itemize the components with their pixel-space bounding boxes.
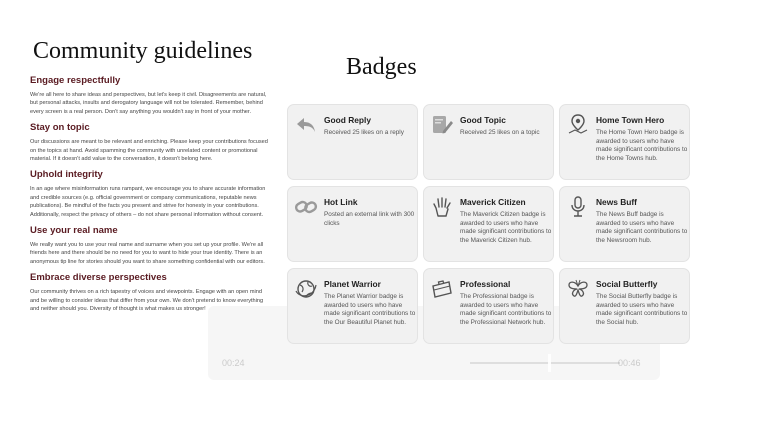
badge-card-good-reply[interactable]	[287, 104, 418, 180]
badge-desc: Posted an external link with 300 clicks	[324, 211, 415, 227]
document-pen-icon	[430, 113, 454, 137]
badge-desc: The Planet Warrior badge is awarded to users who have made significant contributions to the Our Beautiful Planet hub.	[324, 293, 416, 326]
badge-name: Social Butterfly	[596, 279, 658, 289]
badge-card-planet-warrior[interactable]	[287, 268, 418, 344]
badge-card-social-butterfly[interactable]	[559, 268, 690, 344]
guideline-section	[30, 169, 272, 219]
badge-card-maverick-citizen[interactable]	[423, 186, 554, 262]
badge-desc: The Social Butterfly badge is awarded to users who have made significant contributions to the Social hub.	[596, 293, 688, 326]
badge-card-good-topic[interactable]	[423, 104, 554, 180]
guideline-body: We really want you to use your real name and surname when you set up your profile. We're all friends here and there should be no need for you to want to hide your true identity. There is an anonymous tip line for stories should you want to share something confidential with our editors.	[30, 242, 265, 265]
community-guidelines	[30, 38, 272, 320]
butterfly-icon	[566, 277, 590, 301]
badge-desc: The Home Town Hero badge is awarded to users who have made significant contributions to the Home Towns hub.	[596, 129, 688, 162]
guideline-body: Our discussions are meant to be relevant and enriching. Please keep your contributions focused on the topics at hand. Avoid spamming the community with unrelated content or promotional material. If it doesn't add value to the conversation, it doesn't belong here.	[30, 139, 268, 163]
guideline-body: Our community thrives on a rich tapestry of voices and viewpoints. Engage with an open mind and be willing to consider ideas that differ from your own. We don't pretend to know everything and neither should you. Diversity of thought is what makes us stronger!	[30, 289, 264, 313]
guideline-body: We're all here to share ideas and perspectives, but let's keep it civil. Disagreements are natural, but personal attacks, insults and derogatory language will not be tolerated. Remember, behind every screen is a real person. Don't say anything you wouldn't say in front of your mother.	[30, 92, 267, 115]
badge-desc: Received 25 likes on a topic	[460, 129, 540, 136]
microphone-icon	[566, 195, 590, 219]
badge-card-home-town-hero[interactable]	[559, 104, 690, 180]
guideline-section	[30, 122, 272, 163]
badge-card-news-buff[interactable]	[559, 186, 690, 262]
progress-knob[interactable]	[548, 354, 551, 372]
guideline-heading: Uphold integrity	[30, 169, 103, 181]
guideline-heading: Embrace diverse perspectives	[30, 272, 167, 284]
badge-desc: Received 25 likes on a reply	[324, 129, 404, 136]
guideline-heading: Stay on topic	[30, 122, 90, 134]
guideline-body: In an age where misinformation runs rampant, we encourage you to share accurate information and credible sources (e.g. official government or company communications, reputable news publications). Be mindful of the facts you present and strive for honesty in your contributions. Additionally, respect the privacy of others – do not share personal information without consent.	[30, 186, 266, 218]
badge-card-hot-link[interactable]	[287, 186, 418, 262]
map-pin-icon	[566, 113, 590, 137]
guideline-heading: Engage respectfully	[30, 75, 121, 86]
badge-name: Hot Link	[324, 197, 358, 207]
badge-name: Planet Warrior	[324, 279, 381, 289]
badge-desc: The Maverick Citizen badge is awarded to users who have made significant contributions to the Maverick Citizen hub.	[460, 211, 552, 244]
guidelines-title: Community guidelines	[33, 38, 253, 64]
progress-track[interactable]	[470, 362, 620, 364]
badges-title: Badges	[346, 54, 417, 80]
badge-name: Good Reply	[324, 115, 371, 125]
chain-link-icon	[294, 195, 318, 219]
reply-arrow-icon	[294, 113, 318, 137]
guideline-heading: Use your real name	[30, 225, 118, 237]
badge-name: Professional	[460, 279, 511, 289]
guideline-section	[30, 75, 272, 116]
badge-card-professional[interactable]	[423, 268, 554, 344]
badge-name: News Buff	[596, 197, 637, 207]
elapsed-time: 00:24	[222, 358, 245, 368]
raised-hand-icon	[430, 195, 454, 219]
badge-name: Home Town Hero	[596, 115, 665, 125]
badge-name: Good Topic	[460, 115, 506, 125]
guideline-section	[30, 225, 272, 266]
badge-desc: The News Buff badge is awarded to users who have made significant contributions to the Newsroom hub.	[596, 211, 688, 244]
badge-name: Maverick Citizen	[460, 197, 526, 207]
briefcase-icon	[430, 277, 454, 301]
globe-icon	[294, 277, 318, 301]
badge-desc: The Professional badge is awarded to users who have made significant contributions to the Professional Network hub.	[460, 293, 552, 326]
duration-time: 00:46	[618, 358, 641, 368]
